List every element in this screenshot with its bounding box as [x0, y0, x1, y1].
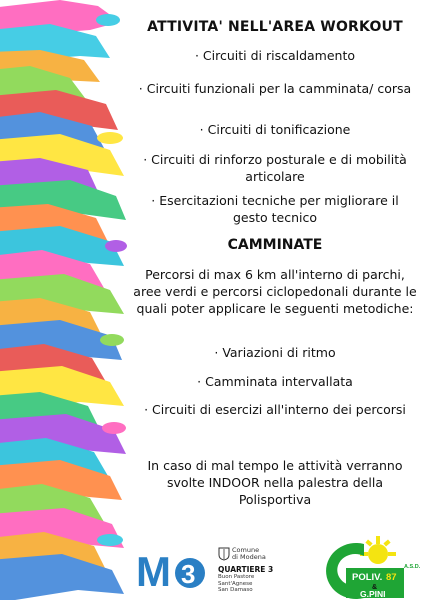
- weather-note: In caso di mal tempo le attività verranno svolte INDOOR nella palestra della Polisportiva: [147, 458, 403, 507]
- sponsor-logos: [126, 534, 424, 600]
- poliv-amp: &: [372, 584, 378, 591]
- poliv-asd: A.S.D.: [404, 564, 421, 570]
- poliv-name: POLIV.: [352, 572, 383, 583]
- polisportiva-logo: [312, 534, 422, 604]
- decorative-legs-artwork: [0, 0, 128, 600]
- workout-item: · Circuiti di riscaldamento: [194, 48, 356, 63]
- m3-digit: 3: [181, 559, 196, 589]
- quartiere-label: QUARTIERE 3: [218, 565, 274, 574]
- flyer-content: [126, 0, 424, 600]
- camminate-title: CAMMINATE: [227, 237, 323, 253]
- poliv-pini: G.PINI: [360, 589, 386, 599]
- camminate-item: · Camminata intervallata: [197, 374, 353, 389]
- m3-logo: [136, 548, 212, 596]
- quartiere-neighborhoods: Buon Pastore Sant'Agnese San Damaso: [218, 574, 255, 593]
- workout-item: · Circuiti di rinforzo posturale e di mobilità articolare: [143, 152, 407, 184]
- workout-item: · Circuiti di tonificazione: [199, 122, 351, 137]
- workout-item: · Esercitazioni tecniche per migliorare il gesto tecnico: [151, 193, 399, 225]
- workout-title: ATTIVITA' NELL'AREA WORKOUT: [147, 19, 403, 35]
- camminate-item: · Variazioni di ritmo: [214, 345, 336, 360]
- svg-text:M: M: [136, 548, 171, 592]
- workout-item: · Circuiti funzionali per la camminata/ corsa: [138, 81, 412, 96]
- poliv-number: 87: [386, 572, 397, 583]
- camminate-intro: Percorsi di max 6 km all'interno di parchi, aree verdi e percorsi ciclopedonali durante le quali poter applicare le seguenti metodiche:: [133, 267, 417, 316]
- coat-of-arms-icon: [218, 547, 230, 561]
- camminate-item: · Circuiti di esercizi all'interno dei percorsi: [144, 402, 406, 417]
- comune-label: Comune di Modena: [232, 546, 266, 561]
